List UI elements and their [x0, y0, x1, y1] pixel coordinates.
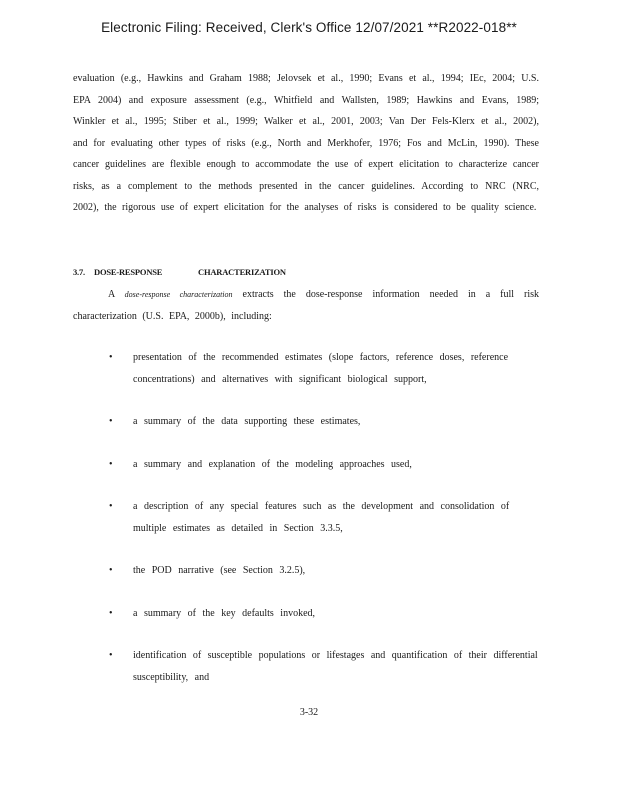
list-item [73, 454, 543, 476]
bullet-icon: • [109, 501, 113, 512]
list-item-text: a description of any special features such as the development and consolidation of multiple estimates as detailed in Section 3.3.5, [133, 501, 510, 534]
intro-paragraph: evaluation (e.g., Hawkins and Graham 1988; Jelovsek et al., 1990; Evans et al., 1994; IEc, 2004; U.S. EPA 2004) and exposure assessment (e.g., Whitfield and Wallsten, 1989; Hawkins and Evans, 1989; Winkler et al., 1995; Stiber et al., 1999; Walker et al., 2001, 2003; Van Der Fels-Klerx et al., 2002), and for evaluating other types of risks (e.g., North and Merkhofer, 1976; Fos and McLin, 1990). These cancer guidelines are flexible enough to accommodate the use of expert elicitation to characterize cancer risks, as a complement to the methods presented in the cancer guidelines. According to NRC (NRC, 2002), the rigorous use of expert elicitation for the analyses of risks is considered to be quality science. [73, 73, 539, 213]
section-number: 3.7. [73, 267, 85, 277]
list-item [73, 603, 543, 625]
bullet-icon: • [109, 650, 113, 661]
list-item [73, 560, 543, 582]
section-title-word-2: CHARACTERIZATION [198, 267, 286, 277]
list-item [73, 347, 543, 390]
page-number: 3-32 [299, 707, 319, 718]
lead-italic-term: dose-response characterization [124, 290, 233, 299]
section-lead-paragraph [73, 284, 539, 327]
list-item-text: identification of susceptible populations or lifestages and quantification of their differential susceptibility, and [133, 650, 538, 683]
list-item-text: a summary of the key defaults invoked, [133, 607, 316, 619]
list-item [73, 411, 543, 433]
bullet-icon: • [109, 458, 113, 470]
section-heading [73, 267, 286, 277]
section-title-word-1: DOSE-RESPONSE [94, 267, 163, 277]
list-item-text: presentation of the recommended estimates (slope factors, reference doses, reference concentrations) and alternatives with significant biological support, [133, 352, 509, 385]
bullet-list [73, 347, 543, 688]
bullet-icon: • [109, 352, 113, 363]
bullet-icon: • [109, 607, 113, 619]
bullet-icon: • [109, 416, 113, 427]
list-item-text: the POD narrative (see Section 3.2.5), [133, 565, 306, 576]
list-item-text: a summary and explanation of the modeling approaches used, [133, 458, 412, 470]
list-item [73, 496, 543, 539]
list-item [73, 645, 543, 688]
lead-article: A [108, 289, 115, 300]
list-item-text: a summary of the data supporting these estimates, [133, 416, 361, 427]
bullet-icon: • [109, 565, 113, 576]
filing-stamp-header: Electronic Filing: Received, Clerk's Office 12/07/2021 **R2022-018** [101, 20, 517, 35]
lead-text: extracts the dose-response information needed in a full risk characterization (U.S. EPA, 2000b), including: [73, 289, 540, 322]
